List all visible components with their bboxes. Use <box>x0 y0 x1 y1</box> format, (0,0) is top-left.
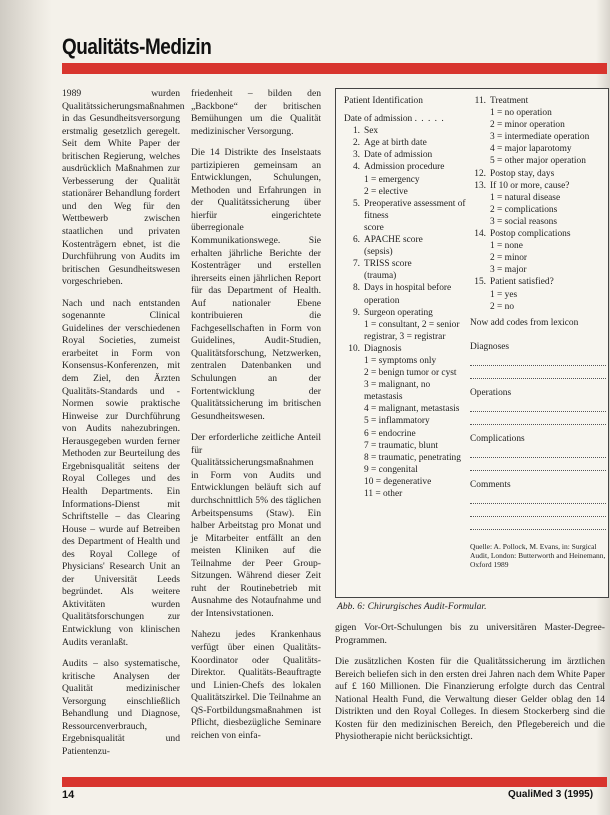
form-item <box>344 355 466 367</box>
form-item-number <box>344 379 364 403</box>
form-item-text: Admission procedure <box>364 162 445 173</box>
page-number: 14 <box>62 789 75 801</box>
form-item-number: 6. <box>352 235 360 246</box>
form-item-number <box>470 204 490 216</box>
form-right-column <box>470 95 606 569</box>
form-item-number <box>344 355 364 367</box>
form-item-number <box>470 143 490 155</box>
text-column-3 <box>335 622 605 753</box>
form-item-text: 8 = traumatic, penetrating <box>364 452 461 463</box>
form-item-text: If 10 or more, cause? <box>490 180 570 191</box>
form-item-text: 4 = major laparotomy <box>490 144 572 155</box>
form-item-number: 13. <box>474 180 486 191</box>
form-item-number <box>344 440 364 452</box>
form-item-number <box>470 301 490 313</box>
form-item-text: 1 = emergency <box>364 174 420 185</box>
operations-label: Operations <box>470 387 512 398</box>
form-item-list <box>470 95 606 313</box>
form-item-number <box>344 186 364 198</box>
form-item-text: 2 = no <box>490 301 515 312</box>
form-item-text: Surgeon operating <box>364 307 433 318</box>
form-item-number: 12. <box>474 168 486 179</box>
form-item-text: 2 = complications <box>490 204 558 215</box>
complications-label: Complications <box>470 433 525 444</box>
form-item-number <box>344 403 364 415</box>
entry-line <box>470 368 606 379</box>
form-item-text: Age at birth date <box>364 138 427 149</box>
form-item <box>344 161 466 173</box>
paragraph: Der erforderliche zeitliche Anteil für Qualitätssicherungsmaßnahmen in Form von Audits und Entwicklungen beläuft sich auf durchschnittlich 5% des täglichen Arbeitspensums (Staw). Ein halber Arbeitstag pro Monat und je Mitarbeiter entfällt an den meisten Kliniken auf die Teilnahme der Peer Group-Sitzungen. Während dieser Zeit ruht der Routinebetrieb mit Ausnahme des Notaufnahme und der Intensivstationen. <box>191 432 321 619</box>
form-item-text: Postop stay, days <box>490 168 555 179</box>
form-item <box>470 264 606 276</box>
header-rule <box>62 63 607 74</box>
form-item-number: 8. <box>352 283 360 294</box>
form-item <box>344 428 466 440</box>
form-item <box>344 137 466 149</box>
form-item-text: (trauma) <box>364 271 397 282</box>
figure-caption: Abb. 6: Chirurgisches Audit-Formular. <box>337 601 487 612</box>
paragraph: friedenheit – bilden den „Backbone“ der britischen Bemühungen um die Qualität medizinischer Versorgung. <box>191 88 321 137</box>
form-item <box>344 488 466 500</box>
form-item <box>470 119 606 131</box>
form-item-text: 5 = inflammatory <box>364 416 430 427</box>
paragraph: Die zusätzlichen Kosten für die Qualitätssicherung im ärztlichen Bereich beliefen sich in den ersten drei Jahren nach dem White Paper auf £ 160 Millionen. Die Finanzierung erfolgte durch das Central National Health Fund, die Verwaltung dieser Gelder oblag den 14 Distrikten und den Royal Colleges. In diesem Stockerberg sind die Kosten für den medizinischen Bereich, den Pflegebereich und die Physiotherapie nicht berücksichtigt. <box>335 656 605 743</box>
form-item-text: 2 = minor <box>490 253 528 264</box>
form-item-text: 10 = degenerative <box>364 476 432 487</box>
comments-label: Comments <box>470 480 511 491</box>
form-item-number <box>344 319 364 343</box>
form-item <box>470 143 606 155</box>
entry-line <box>470 401 606 412</box>
form-item-text: 5 = other major operation <box>490 156 586 167</box>
form-item <box>470 204 606 216</box>
form-item-number <box>344 246 364 258</box>
form-item-text: Sex <box>364 126 379 137</box>
form-item-number <box>344 476 364 488</box>
form-item-number: 3. <box>352 150 360 161</box>
form-item <box>344 125 466 137</box>
form-item <box>344 415 466 427</box>
form-item-number: 11. <box>474 96 486 106</box>
form-item <box>344 270 466 282</box>
form-item-text: 2 = elective <box>364 186 408 197</box>
form-item <box>344 246 466 258</box>
form-item-number <box>344 222 364 234</box>
form-item-number <box>344 464 364 476</box>
form-item <box>470 155 606 167</box>
form-item-number <box>344 367 364 379</box>
form-item-number: 7. <box>352 259 360 270</box>
paragraph: 1989 wurden Qualitätssicherungsmaßnahmen in das Gesundheitsversorgung erstmalig gesetzlich geregelt. Seit dem White Paper der britischen Regierung, welches ausdrücklich Maßnahmen zur Verbesserung der Qualität stationärer Behandlung fordert und den Weg für den Wettbewerb zwischen staatlichen und privaten Kostenträgern ebnet, ist die Durchführung von Audits im britischen Gesundheitswesen vorgeschrieben. <box>62 88 185 288</box>
form-item <box>344 476 466 488</box>
form-item-number <box>470 240 490 252</box>
form-item-text: (sepsis) <box>364 247 393 258</box>
form-item-text: Diagnosis <box>364 343 402 354</box>
audit-form-figure <box>335 88 609 598</box>
form-item-number <box>470 252 490 264</box>
entry-line <box>470 493 606 504</box>
entry-line <box>470 460 606 471</box>
entry-line <box>470 506 606 517</box>
form-item-text: Treatment <box>490 96 529 106</box>
form-item-number <box>470 289 490 301</box>
form-item-text: 3 = social reasons <box>490 216 557 227</box>
form-item-number: 1. <box>352 126 360 137</box>
form-item <box>470 192 606 204</box>
form-item-text: 11 = other <box>364 489 403 499</box>
form-item <box>344 403 466 415</box>
form-item-number <box>344 488 364 500</box>
form-item-number <box>344 452 364 464</box>
form-item <box>470 301 606 313</box>
form-item-text: 3 = major <box>490 265 527 276</box>
form-item-text: 3 = intermediate operation <box>490 132 590 143</box>
form-item-text: TRISS score <box>364 259 412 270</box>
form-item <box>344 174 466 186</box>
form-item <box>344 198 466 222</box>
form-item-number <box>344 174 364 186</box>
form-item <box>470 240 606 252</box>
form-item <box>344 319 466 343</box>
form-item <box>344 440 466 452</box>
form-item <box>344 343 466 355</box>
form-item-number: 4. <box>352 162 360 173</box>
form-item-list <box>344 125 466 500</box>
form-item <box>470 276 606 288</box>
form-item <box>470 228 606 240</box>
diagnoses-label: Diagnoses <box>470 341 510 352</box>
journal-name: QualiMed 3 (1995) <box>508 789 594 800</box>
form-item-text: 2 = benign tumor or cyst <box>364 368 457 379</box>
text-column-1 <box>62 88 185 767</box>
form-item-text: 1 = no operation <box>490 108 552 119</box>
form-item-number <box>344 428 364 440</box>
paragraph: gigen Vor-Ort-Schulungen bis zu universitären Master-Degree-Programmen. <box>335 622 605 646</box>
form-item-text: 1 = consultant, 2 = senior registrar, 3 = registrar <box>364 319 460 342</box>
form-item-text: 1 = yes <box>490 289 518 300</box>
form-item-text: 4 = malignant, metastasis <box>364 404 460 415</box>
form-item-text: Patient satisfied? <box>490 277 554 288</box>
form-item-number <box>344 270 364 282</box>
page-gutter <box>0 0 52 815</box>
form-left-column <box>344 95 466 500</box>
form-item <box>344 307 466 319</box>
form-item <box>344 234 466 246</box>
date-field: Date of admission . . . . . <box>344 114 445 125</box>
section-title: Qualitäts-Medizin <box>62 34 212 59</box>
form-item <box>470 216 606 228</box>
form-item-number <box>470 192 490 204</box>
form-item-number: 2. <box>352 138 360 149</box>
entry-line <box>470 414 606 425</box>
form-item-text: 6 = endocrine <box>364 428 416 439</box>
form-item <box>470 180 606 192</box>
form-item-number <box>470 119 490 131</box>
form-item-text: APACHE score <box>364 235 423 246</box>
form-item-text: 7 = traumatic, blunt <box>364 440 439 451</box>
form-item <box>470 289 606 301</box>
paragraph: Nahezu jedes Krankenhaus verfügt über einen Qualitäts-Koordinator oder Qualitäts-Direktor. Qualitäts-Beauftragte und Linien-Chefs des lokalen Qualitätszirkel. Die Teilnahme an QS-Fortbildungsmaßnahmen ist Pflicht, diesbezügliche Seminare reichen von einfa- <box>191 629 321 741</box>
form-item-number: 10. <box>348 343 360 354</box>
form-item <box>470 168 606 180</box>
form-item-text: 9 = congenital <box>364 464 418 475</box>
form-item-number: 15. <box>474 277 486 288</box>
form-item-number: 14. <box>474 229 486 240</box>
figure-source: Quelle: A. Pollock, M. Evans, in: Surgical Audit, London: Butterworth and Heinemann, Oxford 1989 <box>470 542 606 570</box>
form-item-text: 1 = symptoms only <box>364 355 437 366</box>
form-item <box>344 258 466 270</box>
form-item-text: score <box>364 222 384 233</box>
form-item <box>344 452 466 464</box>
paragraph: Audits – also systematische, kritische Analysen der Qualität medizinischer Versorgung einschließlich Behandlung und Diagnose, Ressourcenverbrauch, Ergebnisqualität und Patientenzu- <box>62 658 180 757</box>
form-item-text: 1 = natural disease <box>490 192 561 203</box>
form-title: Patient Identification <box>344 96 423 106</box>
entry-line <box>470 447 606 458</box>
form-item <box>344 149 466 161</box>
form-item-number <box>470 107 490 119</box>
form-item <box>470 131 606 143</box>
form-item <box>344 367 466 379</box>
form-item <box>470 95 606 107</box>
form-item-number: 9. <box>352 307 360 318</box>
form-item-number <box>470 131 490 143</box>
form-item-text: 3 = malignant, no metastasis <box>364 380 431 403</box>
paragraph: Die 14 Distrikte des Inselstaats partizipieren gemeinsam an Entwicklungen, Schulungen, Methoden und Erfahrungen in der Qualitätssicherung über hierfür eingerichtete überregionale Kommunikationswege. Sie erhalten jährliche Berichte der Kostenträger und erstellen ihrerseits einen jährlichen Report für das Department of Health. Auf nationaler Ebene kontribuieren die Fachgesellschaften in Form von Guidelines, Audit-Studien, Qualitätsforschung, Netzwerken, zentralen Datenbanken und Schulungen an der Fortentwicklung der Qualitätssicherung im britischen Gesundheitswesen. <box>191 147 321 422</box>
form-item-text: 2 = minor operation <box>490 120 565 131</box>
form-item-text: Postop complications <box>490 229 571 240</box>
entry-line <box>470 519 606 530</box>
form-item <box>344 379 466 403</box>
text-column-2 <box>191 88 321 751</box>
form-item-number <box>470 216 490 228</box>
form-item-number <box>344 415 364 427</box>
entry-line <box>470 355 606 366</box>
form-item <box>344 282 466 306</box>
form-item <box>344 222 466 234</box>
form-item-number <box>470 264 490 276</box>
form-item-text: Date of admission <box>364 150 433 161</box>
form-item-text: Preoperative assessment of fitness <box>364 198 466 221</box>
form-item <box>470 107 606 119</box>
footer-rule <box>62 777 607 787</box>
form-item-number <box>470 155 490 167</box>
form-item-text: 1 = none <box>490 241 523 252</box>
form-item-text: Days in hospital before operation <box>364 283 452 306</box>
free-text-note: Now add codes from lexicon <box>470 317 579 328</box>
form-item <box>344 186 466 198</box>
form-item <box>344 464 466 476</box>
form-item <box>470 252 606 264</box>
form-item-number: 5. <box>352 198 360 209</box>
paragraph: Nach und nach entstanden sogenannte Clinical Guidelines der verschiedenen Royal Societies, zumeist erarbeitet in Form von Konsensus-Konferenzen, mit dem Ziel, den Ärzten Qualitäts-Standards und -Normen sowie praktische Hinweise zur Durchführung von Audits nahezubringen. Herausgegeben wurden ferner Methoden zur Beurteilung des Ergebnisqualität seitens der Royal Colleges und des Health Departments. Ein Informations-Dienst mit Schriftstelle – das Clearing House – wurde auf Betreiben des Department of Health und des Royal College of Physicians' Research Unit an der Universität Leeds begründet. Als weitere Aktivitäten wurden Qualitätsforschungen zur Entwicklung von klinischen Audits veranlaßt. <box>62 297 180 648</box>
